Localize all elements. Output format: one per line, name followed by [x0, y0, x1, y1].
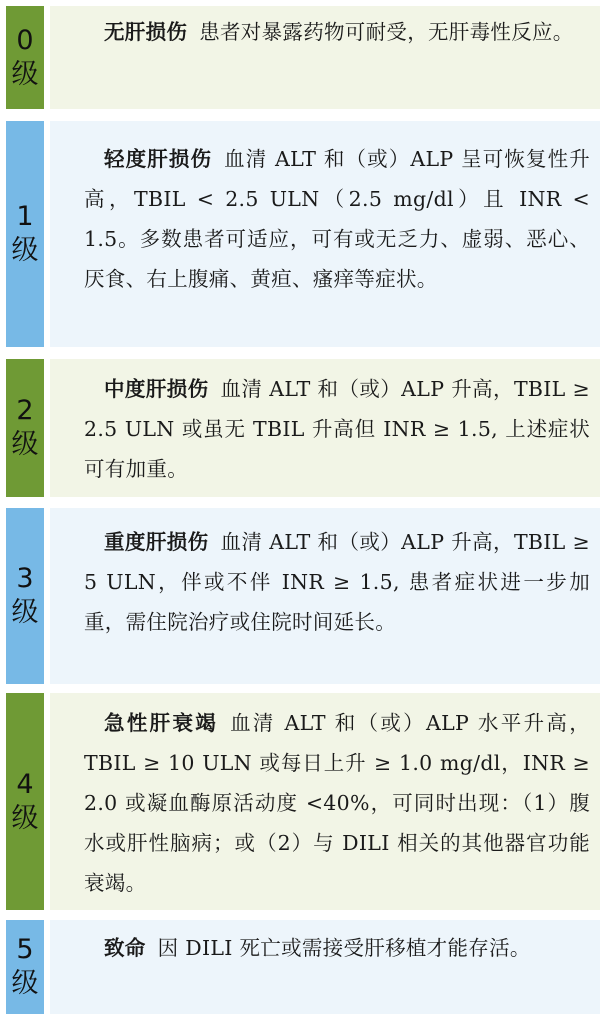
grade-row-1 — [6, 121, 600, 347]
grade-label — [6, 693, 44, 910]
grade-description — [50, 6, 600, 109]
grade-text: 因 DILI 死亡或需接受肝移植才能存活。 — [157, 936, 531, 960]
grade-text: 血清 ALT 和（或）ALP 呈可恢复性升高，TBIL < 2.5 ULN（2.5 mg/dl）且 INR < 1.5。多数患者可适应，可有或无乏力、虚弱、恶心、厌食、右上腹痛、黄疸、瘙痒等症状。 — [84, 147, 591, 291]
grade-text: 血清 ALT 和（或）ALP 升高，TBIL ≥ 5 ULN，伴或不伴 INR ≥ 1.5, 患者症状进一步加重，需住院治疗或住院时间延长。 — [84, 530, 590, 634]
grade-number: 3 — [16, 563, 34, 594]
grade-label — [6, 6, 44, 109]
grade-text: 血清 ALT 和（或）ALP 升高，TBIL ≥ 2.5 ULN 或虽无 TBIL 升高但 INR ≥ 1.5, 上述症状可有加重。 — [84, 377, 590, 481]
grade-row-2 — [6, 359, 600, 497]
grade-description — [50, 508, 600, 684]
grade-word: 级 — [11, 597, 39, 628]
grade-row-3 — [6, 508, 600, 684]
grade-term: 重度肝损伤 — [104, 530, 209, 554]
grade-description — [50, 693, 600, 910]
grade-text: 患者对暴露药物可耐受，无肝毒性反应。 — [199, 20, 574, 44]
grade-term: 无肝损伤 — [104, 20, 188, 44]
grade-description — [50, 359, 600, 497]
grade-row-4 — [6, 693, 600, 910]
grade-label — [6, 508, 44, 684]
grade-label — [6, 359, 44, 497]
grade-word: 级 — [11, 968, 39, 999]
grade-label — [6, 121, 44, 347]
grade-term: 急性肝衰竭 — [104, 711, 219, 735]
grade-term: 致命 — [104, 936, 146, 960]
grade-word: 级 — [11, 235, 39, 266]
grade-row-5 — [6, 920, 600, 1014]
grade-description — [50, 121, 600, 347]
grade-term: 中度肝损伤 — [104, 377, 209, 401]
grade-number: 0 — [16, 24, 34, 56]
grade-text: 血清 ALT 和（或）ALP 水平升高，TBIL ≥ 10 ULN 或每日上升 ≥ 1.0 mg/dl，INR ≥ 2.0 或凝血酶原活动度 <40%，可同时出现：（1）腹水或肝性脑病；或（2）与 DILI 相关的其他器官功能衰竭。 — [84, 711, 590, 895]
grade-number: 2 — [16, 395, 34, 426]
grade-description — [50, 920, 600, 1014]
grade-row-0 — [6, 6, 600, 109]
grade-label — [6, 920, 44, 1014]
grade-word: 级 — [11, 429, 39, 460]
grade-word: 级 — [11, 802, 39, 834]
grade-word: 级 — [11, 58, 39, 90]
grade-term: 轻度肝损伤 — [104, 147, 213, 171]
grade-number: 1 — [16, 201, 34, 232]
grade-number: 4 — [16, 768, 34, 800]
grade-number: 5 — [16, 934, 34, 965]
